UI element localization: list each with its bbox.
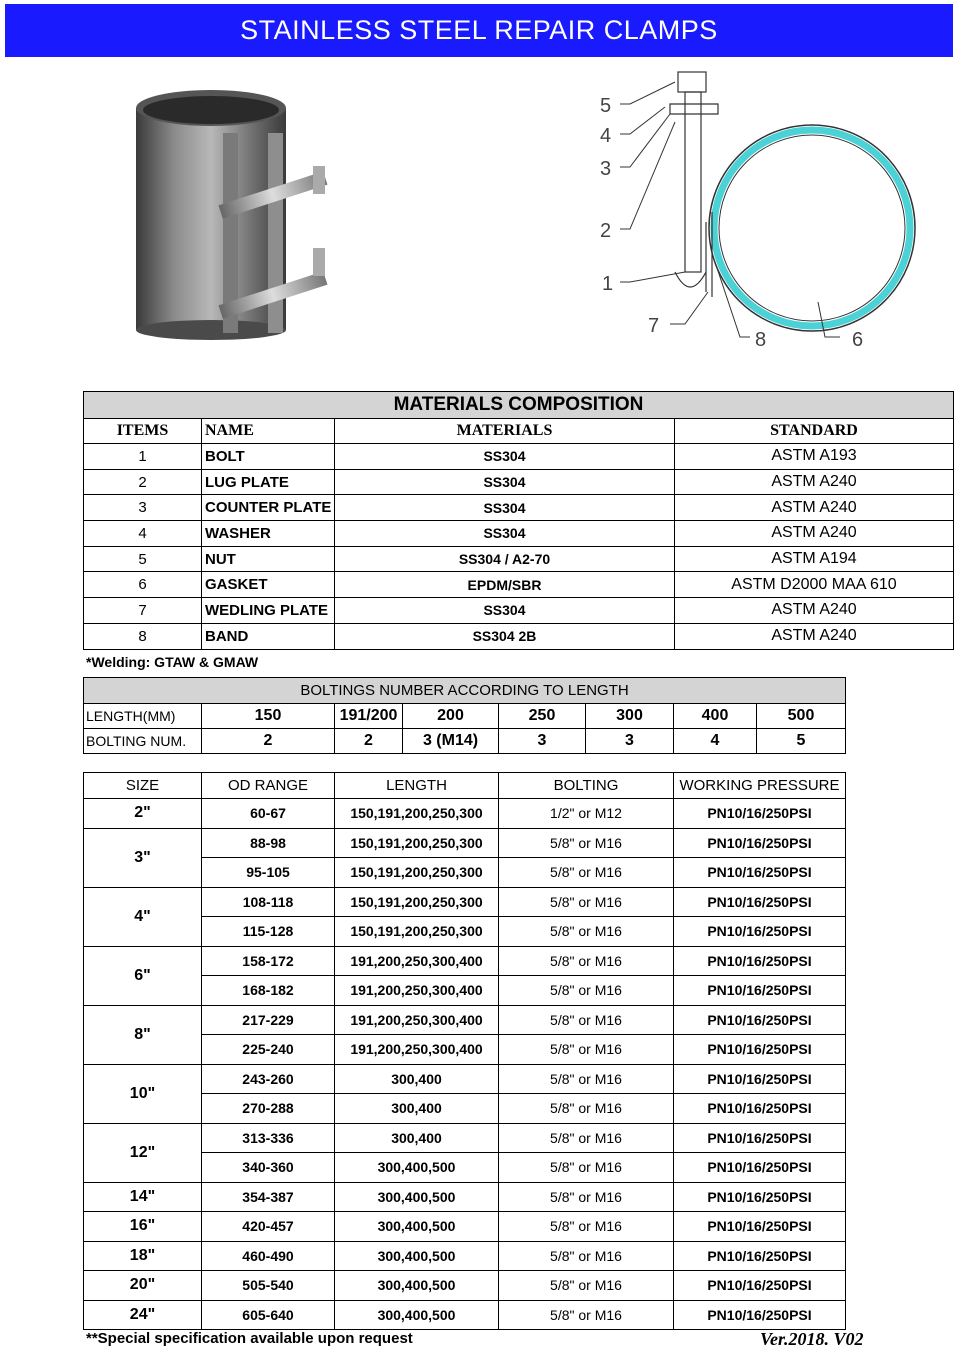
diagram-label-8: 8 — [755, 329, 767, 351]
table-row — [84, 1241, 846, 1271]
item-name: COUNTER PLATE — [202, 495, 335, 521]
pressure-value: PN10/16/250PSI — [674, 799, 846, 829]
od-range-value: 217-229 — [202, 1005, 335, 1035]
pressure-value: PN10/16/250PSI — [674, 1153, 846, 1183]
table-row — [84, 495, 954, 521]
pressure-value: PN10/16/250PSI — [674, 828, 846, 858]
bolting-label: BOLTING NUM. — [84, 729, 202, 754]
diagram-label-1: 1 — [602, 273, 614, 295]
pressure-value: PN10/16/250PSI — [674, 1300, 846, 1330]
length-value: 300,400,500 — [335, 1271, 499, 1301]
item-standard: ASTM A240 — [675, 598, 954, 624]
diagram-label-6: 6 — [852, 329, 864, 351]
table-row — [84, 623, 954, 649]
item-number: 5 — [84, 546, 202, 572]
od-range-value: 354-387 — [202, 1182, 335, 1212]
col-name: NAME — [202, 419, 335, 444]
length-value: 300,400 — [335, 1064, 499, 1094]
bolting-value: 5/8" or M16 — [499, 887, 674, 917]
item-standard: ASTM A240 — [675, 495, 954, 521]
table-row — [84, 828, 846, 858]
size-value: 2" — [84, 799, 202, 829]
od-range-value: 243-260 — [202, 1064, 335, 1094]
table-row — [84, 546, 954, 572]
table-row — [84, 1005, 846, 1035]
length-value: 300,400,500 — [335, 1182, 499, 1212]
table-row — [84, 598, 954, 624]
length-value: 400 — [674, 704, 757, 729]
length-value: 150,191,200,250,300 — [335, 858, 499, 888]
bolting-value: 5/8" or M16 — [499, 1300, 674, 1330]
bolting-value: 5/8" or M16 — [499, 828, 674, 858]
table-row — [84, 1271, 846, 1301]
clamp-diagram — [590, 62, 920, 362]
item-standard: ASTM A240 — [675, 521, 954, 547]
size-value: 8" — [84, 1005, 202, 1064]
spec-table — [83, 772, 846, 1330]
diagram-label-5: 5 — [600, 95, 612, 117]
version-label: Ver.2018. V02 — [760, 1329, 864, 1349]
bolting-value: 5/8" or M16 — [499, 1212, 674, 1242]
pressure-value: PN10/16/250PSI — [674, 858, 846, 888]
od-range-value: 88-98 — [202, 828, 335, 858]
od-range-value: 158-172 — [202, 946, 335, 976]
item-material: SS304 2B — [335, 623, 675, 649]
table-row — [84, 887, 846, 917]
page-title: STAINLESS STEEL REPAIR CLAMPS — [5, 4, 953, 57]
item-name: NUT — [202, 546, 335, 572]
boltings-table — [83, 677, 846, 754]
length-value: 300,400 — [335, 1094, 499, 1124]
length-value: 200 — [403, 704, 499, 729]
bolting-num-value: 2 — [335, 729, 403, 754]
length-value: 300,400,500 — [335, 1241, 499, 1271]
diagram-label-7: 7 — [648, 315, 660, 337]
item-number: 3 — [84, 495, 202, 521]
item-number: 7 — [84, 598, 202, 624]
col-bolting: BOLTING — [499, 773, 674, 799]
bolting-value: 5/8" or M16 — [499, 917, 674, 947]
bolting-value: 5/8" or M16 — [499, 1123, 674, 1153]
table-row — [84, 521, 954, 547]
item-name: WEDLING PLATE — [202, 598, 335, 624]
item-standard: ASTM A240 — [675, 623, 954, 649]
table-row — [84, 444, 954, 470]
item-name: LUG PLATE — [202, 469, 335, 495]
materials-table — [83, 391, 954, 650]
table-row — [84, 946, 846, 976]
length-value: 300,400,500 — [335, 1300, 499, 1330]
od-range-value: 505-540 — [202, 1271, 335, 1301]
bolting-value: 5/8" or M16 — [499, 1271, 674, 1301]
bolting-value: 5/8" or M16 — [499, 976, 674, 1006]
bolting-value: 5/8" or M16 — [499, 1094, 674, 1124]
item-name: BOLT — [202, 444, 335, 470]
bolting-num-value: 5 — [757, 729, 846, 754]
pressure-value: PN10/16/250PSI — [674, 1035, 846, 1065]
item-number: 2 — [84, 469, 202, 495]
size-value: 24" — [84, 1300, 202, 1330]
bolting-num-value: 3 — [499, 729, 586, 754]
od-range-value: 605-640 — [202, 1300, 335, 1330]
pressure-value: PN10/16/250PSI — [674, 1182, 846, 1212]
od-range-value: 460-490 — [202, 1241, 335, 1271]
length-label: LENGTH(MM) — [84, 704, 202, 729]
length-value: 150,191,200,250,300 — [335, 887, 499, 917]
od-range-value: 313-336 — [202, 1123, 335, 1153]
table-row — [84, 799, 846, 829]
item-number: 8 — [84, 623, 202, 649]
length-value: 150,191,200,250,300 — [335, 799, 499, 829]
length-value: 191,200,250,300,400 — [335, 976, 499, 1006]
col-items: ITEMS — [84, 419, 202, 444]
pressure-value: PN10/16/250PSI — [674, 976, 846, 1006]
welding-note: *Welding: GTAW & GMAW — [86, 654, 259, 670]
od-range-value: 270-288 — [202, 1094, 335, 1124]
item-material: SS304 — [335, 495, 675, 521]
pressure-value: PN10/16/250PSI — [674, 1241, 846, 1271]
pressure-value: PN10/16/250PSI — [674, 1064, 846, 1094]
bolting-value: 5/8" or M16 — [499, 858, 674, 888]
od-range-value: 340-360 — [202, 1153, 335, 1183]
bolting-value: 5/8" or M16 — [499, 1064, 674, 1094]
col-standard: STANDARD — [675, 419, 954, 444]
size-value: 6" — [84, 946, 202, 1005]
bolting-num-value: 4 — [674, 729, 757, 754]
bolting-value: 5/8" or M16 — [499, 1005, 674, 1035]
size-value: 20" — [84, 1271, 202, 1301]
table-row — [84, 1123, 846, 1153]
bolting-num-value: 2 — [202, 729, 335, 754]
length-value: 500 — [757, 704, 846, 729]
diagram-label-4: 4 — [600, 125, 612, 147]
od-range-value: 115-128 — [202, 917, 335, 947]
size-value: 18" — [84, 1241, 202, 1271]
length-value: 150,191,200,250,300 — [335, 917, 499, 947]
pressure-value: PN10/16/250PSI — [674, 887, 846, 917]
item-number: 4 — [84, 521, 202, 547]
col-od-range: OD RANGE — [202, 773, 335, 799]
pressure-value: PN10/16/250PSI — [674, 1005, 846, 1035]
table-row — [84, 1300, 846, 1330]
length-value: 191,200,250,300,400 — [335, 1005, 499, 1035]
length-value: 191/200 — [335, 704, 403, 729]
item-name: WASHER — [202, 521, 335, 547]
diagram-label-2: 2 — [600, 220, 612, 242]
size-value: 12" — [84, 1123, 202, 1182]
table-row — [84, 469, 954, 495]
pressure-value: PN10/16/250PSI — [674, 1271, 846, 1301]
item-name: BAND — [202, 623, 335, 649]
table-row — [84, 1212, 846, 1242]
length-value: 191,200,250,300,400 — [335, 946, 499, 976]
length-value: 150 — [202, 704, 335, 729]
length-value: 300,400,500 — [335, 1212, 499, 1242]
size-value: 10" — [84, 1064, 202, 1123]
bolting-value: 5/8" or M16 — [499, 1182, 674, 1212]
pressure-value: PN10/16/250PSI — [674, 1094, 846, 1124]
col-size: SIZE — [84, 773, 202, 799]
boltings-title: BOLTINGS NUMBER ACCORDING TO LENGTH — [84, 678, 846, 704]
item-number: 1 — [84, 444, 202, 470]
item-material: SS304 — [335, 598, 675, 624]
item-material: SS304 / A2-70 — [335, 546, 675, 572]
col-working-pressure: WORKING PRESSURE — [674, 773, 846, 799]
length-value: 300,400,500 — [335, 1153, 499, 1183]
col-length: LENGTH — [335, 773, 499, 799]
od-range-value: 420-457 — [202, 1212, 335, 1242]
table-row — [84, 1182, 846, 1212]
length-value: 300,400 — [335, 1123, 499, 1153]
col-materials: MATERIALS — [335, 419, 675, 444]
item-name: GASKET — [202, 572, 335, 598]
size-value: 3" — [84, 828, 202, 887]
length-value: 191,200,250,300,400 — [335, 1035, 499, 1065]
table-row — [84, 1064, 846, 1094]
length-value: 150,191,200,250,300 — [335, 828, 499, 858]
size-value: 4" — [84, 887, 202, 946]
size-value: 14" — [84, 1182, 202, 1212]
bolting-value: 5/8" or M16 — [499, 946, 674, 976]
item-standard: ASTM A193 — [675, 444, 954, 470]
bolting-value: 1/2" or M12 — [499, 799, 674, 829]
bolting-num-value: 3 (M14) — [403, 729, 499, 754]
item-material: EPDM/SBR — [335, 572, 675, 598]
item-standard: ASTM D2000 MAA 610 — [675, 572, 954, 598]
pressure-value: PN10/16/250PSI — [674, 1123, 846, 1153]
item-material: SS304 — [335, 444, 675, 470]
bolting-value: 5/8" or M16 — [499, 1035, 674, 1065]
length-value: 300 — [586, 704, 674, 729]
bolting-value: 5/8" or M16 — [499, 1241, 674, 1271]
od-range-value: 95-105 — [202, 858, 335, 888]
pressure-value: PN10/16/250PSI — [674, 1212, 846, 1242]
od-range-value: 168-182 — [202, 976, 335, 1006]
od-range-value: 225-240 — [202, 1035, 335, 1065]
clamp-photo — [128, 88, 348, 346]
diagram-label-3: 3 — [600, 158, 612, 180]
length-value: 250 — [499, 704, 586, 729]
item-number: 6 — [84, 572, 202, 598]
item-material: SS304 — [335, 521, 675, 547]
bolting-num-value: 3 — [586, 729, 674, 754]
item-standard: ASTM A194 — [675, 546, 954, 572]
pressure-value: PN10/16/250PSI — [674, 946, 846, 976]
item-standard: ASTM A240 — [675, 469, 954, 495]
special-note: **Special specification available upon request — [86, 1330, 413, 1347]
item-material: SS304 — [335, 469, 675, 495]
materials-title: MATERIALS COMPOSITION — [84, 392, 954, 419]
table-row — [84, 572, 954, 598]
bolting-value: 5/8" or M16 — [499, 1153, 674, 1183]
od-range-value: 60-67 — [202, 799, 335, 829]
od-range-value: 108-118 — [202, 887, 335, 917]
pressure-value: PN10/16/250PSI — [674, 917, 846, 947]
size-value: 16" — [84, 1212, 202, 1242]
